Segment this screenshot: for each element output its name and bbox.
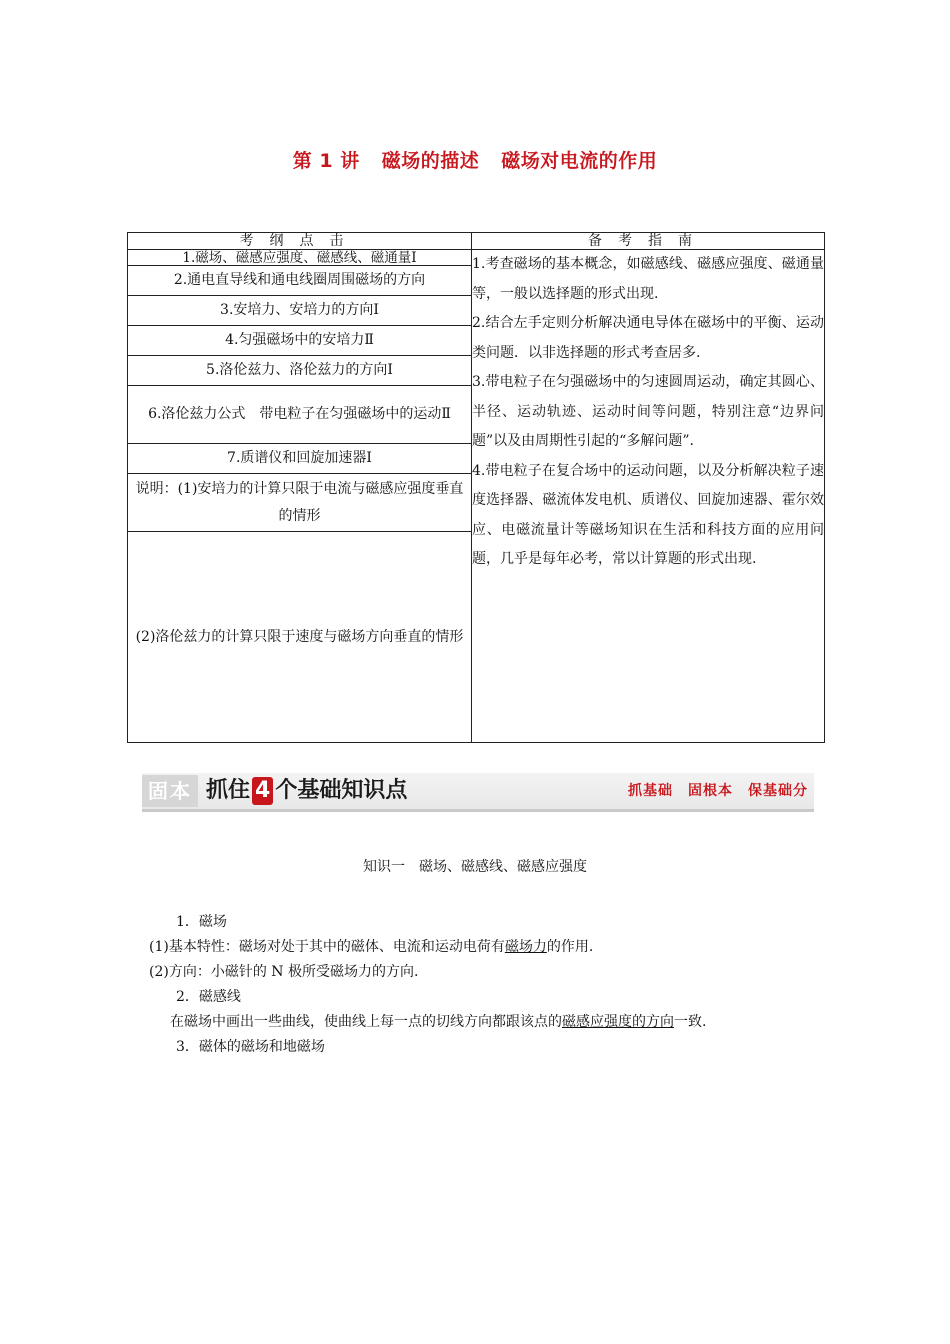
key-term: 磁感应强度的方向 [562, 1014, 674, 1030]
syllabus-note: (2)洛伦兹力的计算只限于速度与磁场方向垂直的情形 [128, 532, 472, 743]
guide-item: 4.带电粒子在复合场中的运动问题，以及分析解决粒子速度选择器、磁流体发电机、质谱仪、回旋加速器、霍尔效应、电磁流量计等磁场知识在生活和科技方面的应用问题，几乎是每年必考，常以计算题的形式出现. [472, 462, 824, 567]
banner-slogan: 抓基础 固根本 保基础分 [628, 783, 808, 799]
banner-number: 4 [252, 777, 273, 805]
knowledge-body [146, 910, 814, 1060]
guide-cell [472, 250, 825, 743]
right-header: 备考指南 [472, 233, 825, 250]
key-term: 磁场力 [504, 939, 547, 955]
knowledge-heading: 知识一 磁场、磁感线、磁感应强度 [363, 859, 587, 875]
syllabus-note: 说明：(1)安培力的计算只限于电流与磁感应强度垂直的情形 [128, 474, 472, 532]
paragraph: (1)基本特性：磁场对处于其中的磁体、电流和运动电荷有磁场力的作用. [149, 939, 594, 955]
left-header: 考纲点击 [128, 233, 472, 250]
banner-heading: 抓住 4 个基础知识点 [206, 778, 408, 803]
guide-item: 2.结合左手定则分析解决通电导体在磁场中的平衡、运动类问题．以非选择题的形式考查居多. [472, 315, 824, 361]
paragraph: (2)方向：小磁针的 N 极所受磁场力的方向. [149, 964, 419, 980]
syllabus-item: 2.通电直导线和通电线圈周围磁场的方向 [128, 266, 472, 296]
title-lecture: 第 1 讲 [292, 150, 360, 172]
page-title [0, 146, 950, 173]
title-topic-1: 磁场的描述 [381, 150, 480, 172]
syllabus-item: 3.安培力、安培力的方向Ⅰ [128, 296, 472, 326]
syllabus-item: 7.质谱仪和回旋加速器Ⅰ [128, 444, 472, 474]
section-title: 3．磁体的磁场和地磁场 [176, 1039, 325, 1055]
syllabus-item: 1.磁场、磁感应强度、磁感线、磁通量Ⅰ [128, 250, 472, 266]
syllabus-item: 4.匀强磁场中的安培力Ⅱ [128, 326, 472, 356]
section-banner [142, 773, 814, 812]
section-title: 2．磁感线 [176, 989, 241, 1005]
syllabus-item: 5.洛伦兹力、洛伦兹力的方向Ⅰ [128, 356, 472, 386]
banner-tag: 固本 [142, 775, 198, 807]
section-title: 1．磁场 [176, 914, 227, 930]
guide-item: 1.考查磁场的基本概念，如磁感线、磁感应强度、磁通量等，一般以选择题的形式出现. [472, 256, 824, 302]
guide-item: 3.带电粒子在匀强磁场中的匀速圆周运动，确定其圆心、半径、运动轨迹、运动时间等问题，特别注意“边界问题”以及由周期性引起的“多解问题”. [472, 374, 824, 449]
title-topic-2: 磁场对电流的作用 [501, 150, 658, 172]
syllabus-item: 6.洛伦兹力公式 带电粒子在匀强磁场中的运动Ⅱ [128, 386, 472, 444]
syllabus-table [127, 232, 825, 743]
paragraph: 在磁场中画出一些曲线，使曲线上每一点的切线方向都跟该点的磁感应强度的方向一致. [170, 1014, 707, 1030]
